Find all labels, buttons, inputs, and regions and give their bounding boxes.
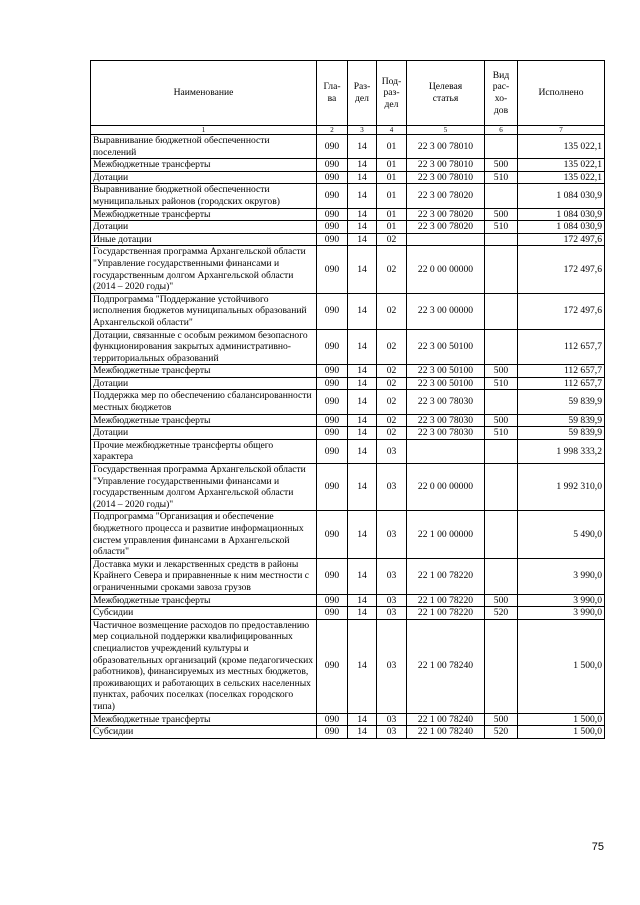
- row-podrazdel: 03: [377, 558, 407, 594]
- row-target: 22 0 00 00000: [407, 464, 485, 511]
- row-podrazdel: 02: [377, 377, 407, 390]
- row-vid: 500: [485, 713, 518, 726]
- row-glava: 090: [317, 594, 348, 607]
- row-target: 22 1 00 78220: [407, 607, 485, 620]
- row-target: 22 1 00 78220: [407, 558, 485, 594]
- row-podrazdel: 02: [377, 233, 407, 246]
- table-row: [91, 208, 605, 221]
- row-vid: 520: [485, 607, 518, 620]
- row-razdel: 14: [348, 208, 377, 221]
- table-row: [91, 594, 605, 607]
- column-number: 1: [91, 126, 317, 135]
- row-vid: 510: [485, 377, 518, 390]
- table-row: [91, 293, 605, 329]
- row-glava: 090: [317, 246, 348, 293]
- row-podrazdel: 03: [377, 594, 407, 607]
- table-row: [91, 726, 605, 739]
- row-glava: 090: [317, 607, 348, 620]
- row-target: 22 3 00 78030: [407, 427, 485, 440]
- row-podrazdel: 03: [377, 607, 407, 620]
- table-row: [91, 171, 605, 184]
- row-amount: 135 022,1: [518, 171, 605, 184]
- row-vid: 520: [485, 726, 518, 739]
- row-vid: [485, 293, 518, 329]
- table-row: [91, 233, 605, 246]
- row-name: Межбюджетные трансферты: [91, 713, 317, 726]
- row-vid: [485, 619, 518, 713]
- row-target: 22 3 00 78010: [407, 171, 485, 184]
- table-row: [91, 159, 605, 172]
- table-row: [91, 184, 605, 208]
- row-vid: [485, 184, 518, 208]
- row-razdel: 14: [348, 135, 377, 159]
- row-target: 22 1 00 78240: [407, 619, 485, 713]
- header-glava: Гла- ва: [317, 61, 348, 126]
- table-row: [91, 558, 605, 594]
- row-glava: 090: [317, 329, 348, 365]
- row-vid: 510: [485, 221, 518, 234]
- table-row: [91, 390, 605, 414]
- row-amount: 1 084 030,9: [518, 208, 605, 221]
- page-number: 75: [591, 841, 604, 853]
- row-name: Прочие межбюджетные трансферты общего характера: [91, 439, 317, 463]
- row-podrazdel: 03: [377, 511, 407, 558]
- row-podrazdel: 03: [377, 726, 407, 739]
- header-row: [91, 61, 605, 126]
- row-name: Дотации, связанные с особым режимом безопасного функционирования закрытых административно-территориальных образований: [91, 329, 317, 365]
- row-podrazdel: 02: [377, 246, 407, 293]
- row-amount: 112 657,7: [518, 365, 605, 378]
- row-name: Дотации: [91, 427, 317, 440]
- row-glava: 090: [317, 208, 348, 221]
- row-razdel: 14: [348, 390, 377, 414]
- row-vid: [485, 329, 518, 365]
- row-razdel: 14: [348, 427, 377, 440]
- row-razdel: 14: [348, 511, 377, 558]
- row-podrazdel: 02: [377, 329, 407, 365]
- row-target: 22 3 00 78010: [407, 135, 485, 159]
- row-razdel: 14: [348, 607, 377, 620]
- row-razdel: 14: [348, 464, 377, 511]
- row-name: Субсидии: [91, 726, 317, 739]
- row-podrazdel: 02: [377, 293, 407, 329]
- row-vid: [485, 233, 518, 246]
- row-name: Дотации: [91, 221, 317, 234]
- row-vid: 500: [485, 159, 518, 172]
- row-amount: 3 990,0: [518, 558, 605, 594]
- row-amount: 1 084 030,9: [518, 184, 605, 208]
- row-amount: 1 500,0: [518, 713, 605, 726]
- column-number: 3: [348, 126, 377, 135]
- row-name: Дотации: [91, 377, 317, 390]
- row-name: Поддержка мер по обеспечению сбалансированности местных бюджетов: [91, 390, 317, 414]
- row-glava: 090: [317, 159, 348, 172]
- row-amount: 1 992 310,0: [518, 464, 605, 511]
- row-vid: 510: [485, 171, 518, 184]
- row-razdel: 14: [348, 619, 377, 713]
- row-name: Межбюджетные трансферты: [91, 159, 317, 172]
- row-glava: 090: [317, 726, 348, 739]
- row-amount: 59 839,9: [518, 427, 605, 440]
- row-razdel: 14: [348, 594, 377, 607]
- row-name: Подпрограмма "Организация и обеспечение бюджетного процесса и развитие информационных систем управления финансами в Архангельской области": [91, 511, 317, 558]
- row-glava: 090: [317, 713, 348, 726]
- row-podrazdel: 01: [377, 135, 407, 159]
- row-amount: 172 497,6: [518, 233, 605, 246]
- row-razdel: 14: [348, 414, 377, 427]
- row-glava: 090: [317, 293, 348, 329]
- column-number: 5: [407, 126, 485, 135]
- row-target: [407, 439, 485, 463]
- table-row: [91, 713, 605, 726]
- row-name: Выравнивание бюджетной обеспеченности муниципальных районов (городских округов): [91, 184, 317, 208]
- row-razdel: 14: [348, 171, 377, 184]
- row-target: 22 3 00 78020: [407, 221, 485, 234]
- table-row: [91, 221, 605, 234]
- column-number: 6: [485, 126, 518, 135]
- row-vid: [485, 135, 518, 159]
- row-name: Подпрограмма "Поддержание устойчивого исполнения бюджетов муниципальных образований Архангельской области": [91, 293, 317, 329]
- table-body: [91, 135, 605, 739]
- row-vid: [485, 464, 518, 511]
- row-glava: 090: [317, 464, 348, 511]
- row-target: 22 3 00 78020: [407, 184, 485, 208]
- row-glava: 090: [317, 221, 348, 234]
- table-row: [91, 464, 605, 511]
- row-target: 22 3 00 50100: [407, 365, 485, 378]
- row-glava: 090: [317, 390, 348, 414]
- row-podrazdel: 02: [377, 390, 407, 414]
- table-row: [91, 377, 605, 390]
- row-amount: 1 500,0: [518, 619, 605, 713]
- row-target: 22 1 00 78240: [407, 713, 485, 726]
- table-row: [91, 607, 605, 620]
- row-podrazdel: 03: [377, 464, 407, 511]
- row-name: Выравнивание бюджетной обеспеченности поселений: [91, 135, 317, 159]
- row-vid: [485, 558, 518, 594]
- row-razdel: 14: [348, 329, 377, 365]
- row-podrazdel: 01: [377, 221, 407, 234]
- row-amount: 135 022,1: [518, 135, 605, 159]
- row-glava: 090: [317, 171, 348, 184]
- row-razdel: 14: [348, 246, 377, 293]
- row-podrazdel: 02: [377, 365, 407, 378]
- row-amount: 59 839,9: [518, 390, 605, 414]
- row-name: Дотации: [91, 171, 317, 184]
- row-vid: [485, 390, 518, 414]
- row-amount: 135 022,1: [518, 159, 605, 172]
- row-glava: 090: [317, 619, 348, 713]
- row-glava: 090: [317, 233, 348, 246]
- row-name: Частичное возмещение расходов по предоставлению мер социальной поддержки квалифицированных специалистов учреждений культуры и образовательных организаций (кроме педагогических работников), финансируемых из местных бюджетов, проживающих и работающих в сельских населенных пунктах, рабочих поселках (поселках городского типа): [91, 619, 317, 713]
- row-razdel: 14: [348, 293, 377, 329]
- column-number: 2: [317, 126, 348, 135]
- table-row: [91, 365, 605, 378]
- header-razdel: Раз- дел: [348, 61, 377, 126]
- row-amount: 112 657,7: [518, 377, 605, 390]
- row-name: Государственная программа Архангельской области "Управление государственными финансами и государственным долгом Архангельской области (2014 – 2020 годы)": [91, 246, 317, 293]
- row-target: 22 1 00 00000: [407, 511, 485, 558]
- row-name: Межбюджетные трансферты: [91, 414, 317, 427]
- row-vid: [485, 439, 518, 463]
- row-name: Иные дотации: [91, 233, 317, 246]
- row-amount: 172 497,6: [518, 246, 605, 293]
- row-podrazdel: 02: [377, 414, 407, 427]
- row-glava: 090: [317, 184, 348, 208]
- table-row: [91, 246, 605, 293]
- row-podrazdel: 03: [377, 439, 407, 463]
- row-target: 22 1 00 78220: [407, 594, 485, 607]
- row-vid: 510: [485, 427, 518, 440]
- row-amount: 1 998 333,2: [518, 439, 605, 463]
- row-podrazdel: 01: [377, 208, 407, 221]
- row-amount: 112 657,7: [518, 329, 605, 365]
- header-podrazdel: Под- раз- дел: [377, 61, 407, 126]
- row-glava: 090: [317, 135, 348, 159]
- row-vid: 500: [485, 208, 518, 221]
- row-razdel: 14: [348, 439, 377, 463]
- row-amount: 3 990,0: [518, 607, 605, 620]
- row-podrazdel: 01: [377, 159, 407, 172]
- header-vid: Вид рас- хо- дов: [485, 61, 518, 126]
- row-razdel: 14: [348, 159, 377, 172]
- row-podrazdel: 03: [377, 713, 407, 726]
- row-glava: 090: [317, 427, 348, 440]
- row-razdel: 14: [348, 221, 377, 234]
- row-razdel: 14: [348, 726, 377, 739]
- row-amount: 59 839,9: [518, 414, 605, 427]
- row-name: Межбюджетные трансферты: [91, 365, 317, 378]
- row-glava: 090: [317, 377, 348, 390]
- row-razdel: 14: [348, 184, 377, 208]
- row-amount: 172 497,6: [518, 293, 605, 329]
- row-glava: 090: [317, 439, 348, 463]
- row-amount: 1 084 030,9: [518, 221, 605, 234]
- row-target: 22 3 00 00000: [407, 293, 485, 329]
- table-row: [91, 329, 605, 365]
- column-number-row: [91, 126, 605, 135]
- table-row: [91, 427, 605, 440]
- row-glava: 090: [317, 511, 348, 558]
- row-target: 22 3 00 78020: [407, 208, 485, 221]
- table-row: [91, 619, 605, 713]
- row-vid: 500: [485, 365, 518, 378]
- table-row: [91, 511, 605, 558]
- row-podrazdel: 01: [377, 171, 407, 184]
- row-amount: 1 500,0: [518, 726, 605, 739]
- column-number: 7: [518, 126, 605, 135]
- row-target: 22 3 00 78030: [407, 414, 485, 427]
- header-target: Целевая статья: [407, 61, 485, 126]
- row-razdel: 14: [348, 377, 377, 390]
- row-target: [407, 233, 485, 246]
- row-amount: 3 990,0: [518, 594, 605, 607]
- row-name: Субсидии: [91, 607, 317, 620]
- row-glava: 090: [317, 414, 348, 427]
- row-target: 22 1 00 78240: [407, 726, 485, 739]
- row-target: 22 0 00 00000: [407, 246, 485, 293]
- row-target: 22 3 00 78010: [407, 159, 485, 172]
- row-name: Государственная программа Архангельской области "Управление государственными финансами и государственным долгом Архангельской области (2014 – 2020 годы)": [91, 464, 317, 511]
- row-glava: 090: [317, 558, 348, 594]
- row-vid: 500: [485, 594, 518, 607]
- column-number: 4: [377, 126, 407, 135]
- row-razdel: 14: [348, 233, 377, 246]
- header-executed: Исполнено: [518, 61, 605, 126]
- table-row: [91, 135, 605, 159]
- row-podrazdel: 01: [377, 184, 407, 208]
- row-target: 22 3 00 50100: [407, 329, 485, 365]
- row-razdel: 14: [348, 365, 377, 378]
- row-vid: [485, 246, 518, 293]
- header-name: Наименование: [91, 61, 317, 126]
- row-target: 22 3 00 78030: [407, 390, 485, 414]
- table-row: [91, 414, 605, 427]
- row-podrazdel: 03: [377, 619, 407, 713]
- row-razdel: 14: [348, 558, 377, 594]
- row-razdel: 14: [348, 713, 377, 726]
- row-vid: [485, 511, 518, 558]
- row-vid: 500: [485, 414, 518, 427]
- row-podrazdel: 02: [377, 427, 407, 440]
- row-amount: 5 490,0: [518, 511, 605, 558]
- row-target: 22 3 00 50100: [407, 377, 485, 390]
- budget-table: [90, 60, 605, 739]
- row-name: Межбюджетные трансферты: [91, 208, 317, 221]
- row-glava: 090: [317, 365, 348, 378]
- row-name: Доставка муки и лекарственных средств в районы Крайнего Севера и приравненные к ним местности с ограниченными сроками завоза грузов: [91, 558, 317, 594]
- table-row: [91, 439, 605, 463]
- row-name: Межбюджетные трансферты: [91, 594, 317, 607]
